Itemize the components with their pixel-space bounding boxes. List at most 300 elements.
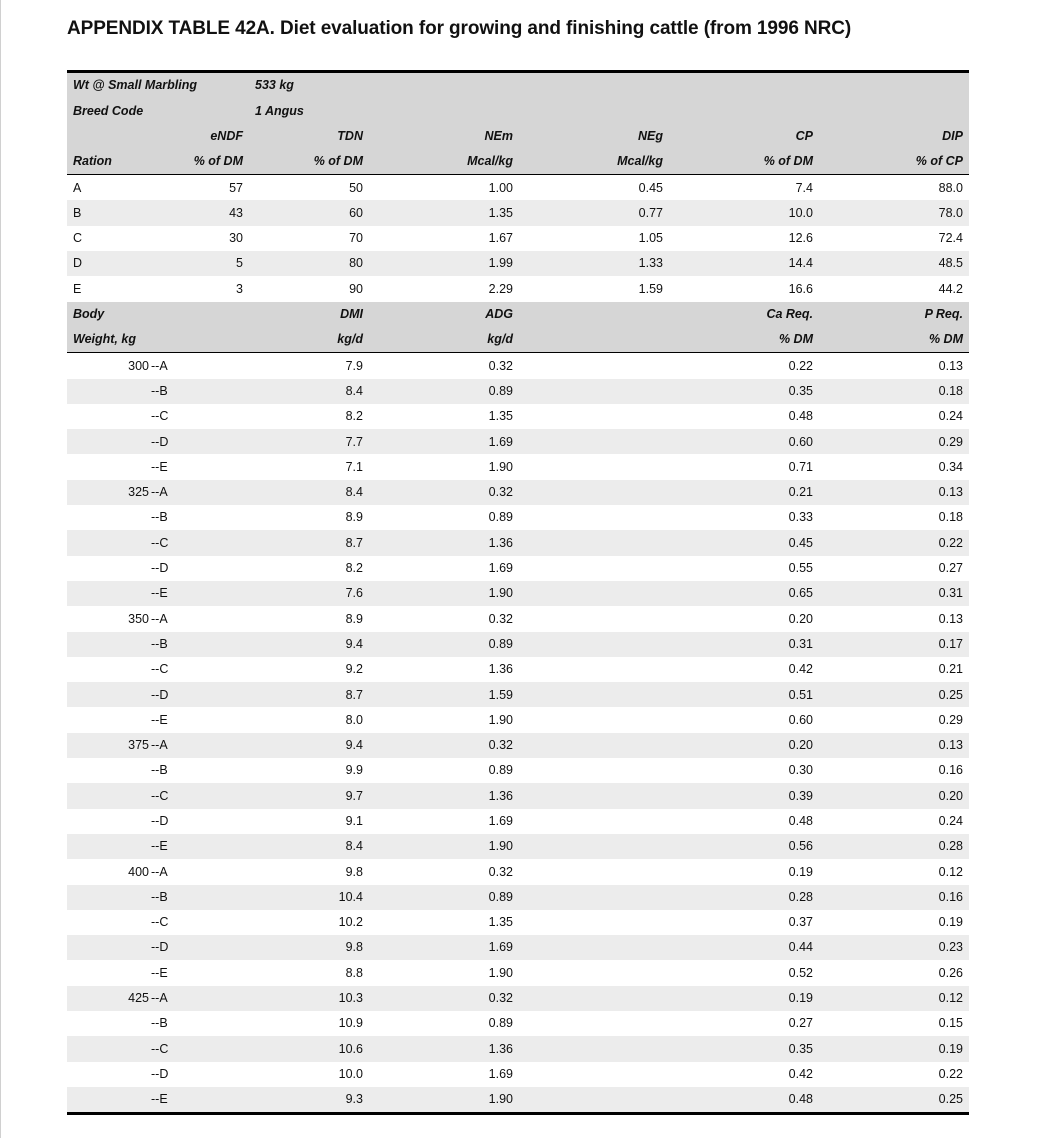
weight-row xyxy=(67,758,969,783)
adg-value: 1.90 xyxy=(488,459,513,474)
dmi-value: 7.6 xyxy=(249,581,369,606)
dmi-value: 7.1 xyxy=(345,459,363,474)
empty-cell xyxy=(519,429,669,454)
ration-value: 14.4 xyxy=(669,251,819,276)
p-req-value: 0.21 xyxy=(938,662,963,677)
body-weight xyxy=(67,556,149,581)
weight-header-empty xyxy=(519,327,669,353)
ration-ref: --D xyxy=(151,561,169,576)
ration-ref: --B xyxy=(151,1016,168,1031)
empty-cell xyxy=(519,960,669,985)
p-req-value: 0.20 xyxy=(819,783,969,808)
p-req-value: 0.13 xyxy=(938,611,963,626)
body-weight: 325 xyxy=(67,480,149,505)
ration-value: 70 xyxy=(349,231,363,246)
empty-cell xyxy=(519,935,669,960)
ca-req-value: 0.48 xyxy=(788,814,813,828)
weight-row xyxy=(67,859,969,884)
ration-value: 78.0 xyxy=(819,200,969,225)
ration-header-cell: Mcal/kg xyxy=(369,149,519,175)
ration-header-cell: % of CP xyxy=(819,149,969,175)
body-weight xyxy=(67,834,149,859)
p-req-value: 0.12 xyxy=(819,986,969,1011)
ration-value: 1.05 xyxy=(638,231,663,246)
weight-row xyxy=(67,809,969,834)
empty-cell xyxy=(519,530,669,555)
empty-cell xyxy=(519,606,669,631)
ration-header-cell: Mcal/kg xyxy=(519,149,669,175)
ca-req-value: 0.35 xyxy=(669,379,819,404)
body-weight xyxy=(67,910,149,935)
p-req-value: 0.18 xyxy=(819,379,969,404)
weight-row xyxy=(67,960,969,985)
ca-req-value: 0.20 xyxy=(669,733,819,758)
weight-row xyxy=(67,353,969,379)
weight-header-cell: kg/d xyxy=(369,327,519,353)
body-weight xyxy=(67,404,149,429)
ration-value: 12.6 xyxy=(788,231,813,246)
empty-cell xyxy=(519,758,669,783)
empty-cell xyxy=(519,505,669,530)
body-weight xyxy=(67,885,149,910)
dmi-value: 8.4 xyxy=(249,480,369,505)
ration-ref: --B xyxy=(151,763,168,778)
body-weight xyxy=(67,454,149,479)
ration-ref: --B xyxy=(151,510,168,525)
dmi-value: 9.7 xyxy=(249,783,369,808)
p-req-value: 0.19 xyxy=(819,1036,969,1061)
ca-req-value: 0.48 xyxy=(669,1087,819,1114)
ration-value: 10.0 xyxy=(669,200,819,225)
ca-req-value: 0.20 xyxy=(788,611,813,626)
body-weight xyxy=(67,758,149,783)
ca-req-value: 0.22 xyxy=(788,358,813,373)
ration-value: 1.99 xyxy=(369,251,519,276)
ration-code: B xyxy=(67,200,149,225)
ca-req-value: 0.19 xyxy=(669,986,819,1011)
weight-row xyxy=(67,530,969,555)
meta-value-breed: 1 Angus xyxy=(249,98,369,123)
meta-row-breed xyxy=(67,98,969,123)
ca-req-value: 0.19 xyxy=(788,864,813,879)
empty-cell xyxy=(519,910,669,935)
ration-row xyxy=(67,276,969,301)
weight-row xyxy=(67,885,969,910)
ca-req-value: 0.65 xyxy=(669,581,819,606)
body-weight xyxy=(67,1036,149,1061)
empty-cell xyxy=(519,783,669,808)
adg-value: 1.69 xyxy=(488,561,513,576)
weight-header-cell: ADG xyxy=(369,302,519,327)
dmi-value: 10.6 xyxy=(249,1036,369,1061)
ca-req-value: 0.28 xyxy=(669,885,819,910)
ca-req-value: 0.51 xyxy=(669,682,819,707)
dmi-value: 10.9 xyxy=(338,1016,363,1031)
p-req-value: 0.15 xyxy=(938,1016,963,1031)
dmi-value: 9.1 xyxy=(345,814,363,828)
empty-cell xyxy=(519,581,669,606)
p-req-value: 0.34 xyxy=(938,459,963,474)
ration-header-label: Ration xyxy=(67,149,149,175)
ca-req-value: 0.27 xyxy=(788,1016,813,1031)
ration-value: 50 xyxy=(349,180,363,195)
empty-cell xyxy=(519,834,669,859)
dmi-value: 10.0 xyxy=(338,1066,363,1081)
p-req-value: 0.17 xyxy=(819,632,969,657)
ration-ref: --A xyxy=(151,358,168,373)
dmi-value: 9.2 xyxy=(345,662,363,677)
ration-header-cell: NEg xyxy=(519,124,669,149)
meta-value-weight: 533 kg xyxy=(249,72,369,99)
dmi-value: 9.9 xyxy=(345,763,363,778)
ration-ref: --A xyxy=(149,733,249,758)
dmi-value: 8.4 xyxy=(249,834,369,859)
weight-row xyxy=(67,606,969,631)
ca-req-value: 0.56 xyxy=(669,834,819,859)
ca-req-value: 0.44 xyxy=(669,935,819,960)
dmi-value: 8.8 xyxy=(345,965,363,980)
adg-value: 0.89 xyxy=(488,510,513,525)
p-req-value: 0.13 xyxy=(938,358,963,373)
ration-ref: --B xyxy=(149,632,249,657)
weight-row xyxy=(67,581,969,606)
p-req-value: 0.22 xyxy=(819,530,969,555)
ration-ref: --B xyxy=(149,379,249,404)
empty-cell xyxy=(519,1036,669,1061)
body-weight: 350 xyxy=(128,611,149,626)
page-title: APPENDIX TABLE 42A. Diet evaluation for growing and finishing cattle (from 1996 NRC) xyxy=(67,18,852,39)
adg-value: 0.89 xyxy=(369,379,519,404)
dmi-value: 8.0 xyxy=(345,712,363,727)
body-weight xyxy=(67,429,149,454)
empty-cell xyxy=(519,404,669,429)
empty-cell xyxy=(519,707,669,732)
ration-value: 7.4 xyxy=(795,180,813,195)
ration-ref: --C xyxy=(151,409,169,424)
ca-req-value: 0.33 xyxy=(788,510,813,525)
ration-ref: --D xyxy=(149,682,249,707)
adg-value: 0.89 xyxy=(488,1016,513,1031)
p-req-value: 0.16 xyxy=(938,763,963,778)
ration-ref: --E xyxy=(149,581,249,606)
weight-header-cell: % DM xyxy=(669,327,819,353)
ration-value: 72.4 xyxy=(938,231,963,246)
ration-header-cell: CP xyxy=(669,124,819,149)
ration-ref: --C xyxy=(151,915,169,930)
ration-value: 3 xyxy=(236,281,243,296)
empty-cell xyxy=(519,556,669,581)
meta-row-weight xyxy=(67,72,969,99)
ration-header-cell: NEm xyxy=(369,124,519,149)
ration-ref: --A xyxy=(149,986,249,1011)
weight-row xyxy=(67,556,969,581)
body-weight xyxy=(67,581,149,606)
adg-value: 1.36 xyxy=(369,530,519,555)
adg-value: 1.36 xyxy=(488,662,513,677)
dmi-value: 9.4 xyxy=(249,632,369,657)
ca-req-value: 0.42 xyxy=(788,1066,813,1081)
ration-value: 30 xyxy=(229,231,243,246)
ration-value: 0.77 xyxy=(519,200,669,225)
ration-ref: --D xyxy=(151,814,169,828)
body-weight xyxy=(67,707,149,732)
weight-header-cell: % DM xyxy=(819,327,969,353)
weight-row xyxy=(67,505,969,530)
adg-value: 1.69 xyxy=(488,814,513,828)
adg-value: 1.69 xyxy=(488,1066,513,1081)
body-weight xyxy=(67,809,149,834)
p-req-value: 0.22 xyxy=(938,1066,963,1081)
weight-header-cell: kg/d xyxy=(249,327,369,353)
ration-ref: --D xyxy=(149,935,249,960)
ration-value: 5 xyxy=(149,251,249,276)
dmi-value: 9.8 xyxy=(249,935,369,960)
ration-header-cell: eNDF xyxy=(149,124,249,149)
weight-row xyxy=(67,1036,969,1061)
adg-value: 1.35 xyxy=(488,915,513,930)
adg-value: 1.69 xyxy=(369,429,519,454)
ration-ref: --C xyxy=(151,662,169,677)
empty-cell xyxy=(519,379,669,404)
weight-row xyxy=(67,1011,969,1036)
body-weight xyxy=(67,379,149,404)
ca-req-value: 0.37 xyxy=(788,915,813,930)
body-weight xyxy=(67,657,149,682)
ration-row xyxy=(67,226,969,251)
dmi-value: 7.7 xyxy=(249,429,369,454)
p-req-value: 0.25 xyxy=(819,1087,969,1114)
adg-value: 1.59 xyxy=(369,682,519,707)
adg-value: 1.36 xyxy=(369,783,519,808)
ration-row xyxy=(67,251,969,276)
weight-header-line1 xyxy=(67,302,969,327)
weight-row xyxy=(67,682,969,707)
meta-label-weight: Wt @ Small Marbling xyxy=(67,72,249,99)
p-req-value: 0.27 xyxy=(938,561,963,576)
dmi-value: 7.9 xyxy=(345,358,363,373)
weight-row xyxy=(67,480,969,505)
dmi-value: 8.9 xyxy=(345,611,363,626)
ration-ref: --E xyxy=(149,1087,249,1114)
ration-value: 1.00 xyxy=(488,180,513,195)
empty-cell xyxy=(519,682,669,707)
body-weight xyxy=(67,1087,149,1114)
body-weight: 425 xyxy=(67,986,149,1011)
ration-ref: --C xyxy=(149,1036,249,1061)
ration-value: 88.0 xyxy=(938,180,963,195)
ration-value: 60 xyxy=(249,200,369,225)
adg-value: 1.90 xyxy=(369,834,519,859)
p-req-value: 0.25 xyxy=(819,682,969,707)
weight-row xyxy=(67,707,969,732)
ration-ref: --E xyxy=(151,459,168,474)
weight-row xyxy=(67,1087,969,1114)
ca-req-value: 0.39 xyxy=(669,783,819,808)
body-weight xyxy=(67,505,149,530)
empty-cell xyxy=(519,1087,669,1114)
adg-value: 1.35 xyxy=(488,409,513,424)
dmi-value: 8.4 xyxy=(249,379,369,404)
ration-ref: --D xyxy=(149,429,249,454)
adg-value: 0.32 xyxy=(369,480,519,505)
weight-row xyxy=(67,1062,969,1087)
ca-req-value: 0.45 xyxy=(669,530,819,555)
ration-value: 80 xyxy=(249,251,369,276)
weight-header-cell: DMI xyxy=(249,302,369,327)
ration-code: A xyxy=(73,180,82,195)
adg-value: 0.32 xyxy=(369,733,519,758)
p-req-value: 0.13 xyxy=(819,480,969,505)
adg-value: 1.90 xyxy=(369,1087,519,1114)
ca-req-value: 0.71 xyxy=(788,459,813,474)
weight-row xyxy=(67,429,969,454)
p-req-value: 0.13 xyxy=(819,733,969,758)
ration-row xyxy=(67,175,969,201)
adg-value: 0.89 xyxy=(369,632,519,657)
ca-req-value: 0.60 xyxy=(669,429,819,454)
empty-cell xyxy=(519,480,669,505)
empty-cell xyxy=(519,632,669,657)
dmi-value: 10.3 xyxy=(249,986,369,1011)
ration-value: 1.67 xyxy=(488,231,513,246)
empty-cell xyxy=(519,733,669,758)
ration-ref: --E xyxy=(151,965,168,980)
dmi-value: 10.2 xyxy=(338,915,363,930)
weight-header-cell: P Req. xyxy=(819,302,969,327)
ration-value: 0.45 xyxy=(638,180,663,195)
p-req-value: 0.16 xyxy=(819,885,969,910)
body-weight xyxy=(67,632,149,657)
ration-value: 90 xyxy=(349,281,363,296)
adg-value: 0.89 xyxy=(488,763,513,778)
ca-req-value: 0.55 xyxy=(788,561,813,576)
weight-header-label: Weight, kg xyxy=(67,327,249,353)
dmi-value: 8.2 xyxy=(345,409,363,424)
ration-value: 1.59 xyxy=(638,281,663,296)
ca-req-value: 0.42 xyxy=(788,662,813,677)
adg-value: 0.32 xyxy=(369,986,519,1011)
ration-row xyxy=(67,200,969,225)
ca-req-value: 0.30 xyxy=(788,763,813,778)
dmi-value: 8.2 xyxy=(345,561,363,576)
ration-ref: --A xyxy=(149,480,249,505)
adg-value: 1.90 xyxy=(488,712,513,727)
ration-code: C xyxy=(73,231,83,246)
ration-ref: --C xyxy=(149,783,249,808)
ration-ref: --E xyxy=(149,834,249,859)
ration-value: 2.29 xyxy=(488,281,513,296)
ration-header-cell: % of DM xyxy=(149,149,249,175)
weight-header-empty xyxy=(519,302,669,327)
ration-ref: --A xyxy=(151,611,168,626)
weight-header-label: Body xyxy=(67,302,249,327)
ca-req-value: 0.60 xyxy=(788,712,813,727)
body-weight: 375 xyxy=(67,733,149,758)
ration-header-cell: % of DM xyxy=(249,149,369,175)
ca-req-value: 0.35 xyxy=(669,1036,819,1061)
ration-ref: --B xyxy=(149,885,249,910)
adg-value: 0.32 xyxy=(488,358,513,373)
adg-value: 1.36 xyxy=(369,1036,519,1061)
weight-row xyxy=(67,379,969,404)
empty-cell xyxy=(519,353,669,379)
ration-ref: --E xyxy=(151,712,168,727)
weight-row xyxy=(67,834,969,859)
adg-value: 1.69 xyxy=(369,935,519,960)
ration-header-cell: TDN xyxy=(249,124,369,149)
body-weight xyxy=(67,682,149,707)
ration-header-line1 xyxy=(67,124,969,149)
body-weight xyxy=(67,530,149,555)
ca-req-value: 0.48 xyxy=(788,409,813,424)
adg-value: 1.90 xyxy=(488,965,513,980)
ration-value: 48.5 xyxy=(819,251,969,276)
empty-cell xyxy=(519,657,669,682)
p-req-value: 0.18 xyxy=(938,510,963,525)
weight-row xyxy=(67,632,969,657)
weight-row xyxy=(67,657,969,682)
dmi-value: 9.3 xyxy=(249,1087,369,1114)
meta-label-breed: Breed Code xyxy=(67,98,249,123)
empty-cell xyxy=(519,1062,669,1087)
weight-header-cell: Ca Req. xyxy=(669,302,819,327)
body-weight: 300 xyxy=(128,358,149,373)
weight-row xyxy=(67,454,969,479)
p-req-value: 0.19 xyxy=(938,915,963,930)
ration-code: D xyxy=(67,251,149,276)
ration-ref: --A xyxy=(151,864,168,879)
empty-cell xyxy=(519,986,669,1011)
empty-cell xyxy=(519,454,669,479)
ration-header-cell: % of DM xyxy=(669,149,819,175)
adg-value: 0.32 xyxy=(488,864,513,879)
weight-row xyxy=(67,935,969,960)
body-weight: 400 xyxy=(128,864,149,879)
ca-req-value: 0.31 xyxy=(669,632,819,657)
body-weight xyxy=(67,1011,149,1036)
ca-req-value: 0.52 xyxy=(788,965,813,980)
weight-row xyxy=(67,986,969,1011)
ration-value: 43 xyxy=(149,200,249,225)
dmi-value: 9.8 xyxy=(345,864,363,879)
p-req-value: 0.12 xyxy=(938,864,963,879)
p-req-value: 0.24 xyxy=(938,409,963,424)
p-req-value: 0.29 xyxy=(819,429,969,454)
dmi-value: 10.4 xyxy=(249,885,369,910)
body-weight xyxy=(67,935,149,960)
ration-value: 57 xyxy=(229,180,243,195)
p-req-value: 0.23 xyxy=(819,935,969,960)
ration-ref: --D xyxy=(151,1066,169,1081)
p-req-value: 0.31 xyxy=(819,581,969,606)
empty-cell xyxy=(519,809,669,834)
adg-value: 0.89 xyxy=(369,885,519,910)
adg-value: 1.90 xyxy=(369,581,519,606)
weight-header-line2 xyxy=(67,327,969,353)
weight-row xyxy=(67,404,969,429)
p-req-value: 0.26 xyxy=(938,965,963,980)
ca-req-value: 0.21 xyxy=(669,480,819,505)
ration-header-cell: DIP xyxy=(819,124,969,149)
dmi-value: 9.4 xyxy=(249,733,369,758)
weight-row xyxy=(67,783,969,808)
p-req-value: 0.29 xyxy=(938,712,963,727)
body-weight xyxy=(67,960,149,985)
ration-ref: --C xyxy=(149,530,249,555)
ration-value: 44.2 xyxy=(938,281,963,296)
ration-value: 1.33 xyxy=(519,251,669,276)
dmi-value: 8.9 xyxy=(345,510,363,525)
